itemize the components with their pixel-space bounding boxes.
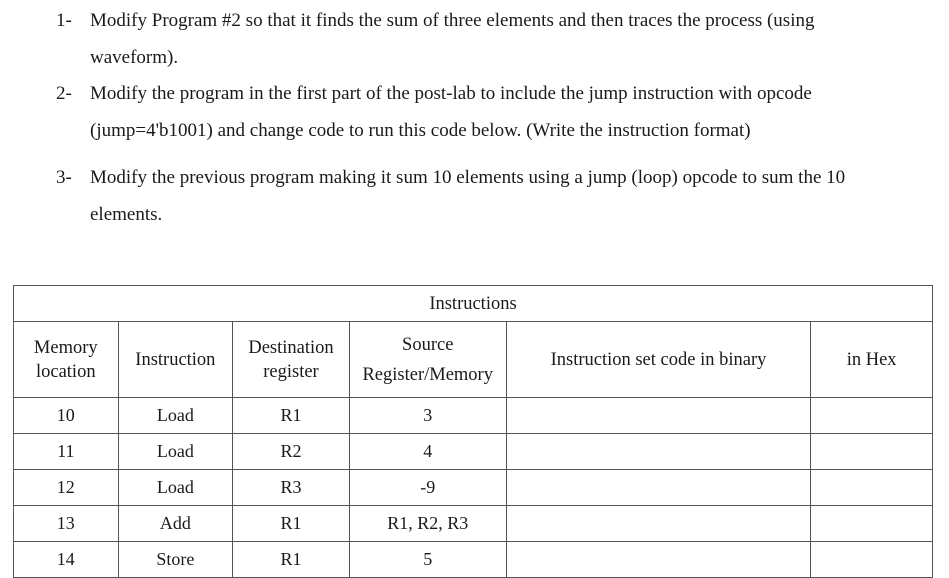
table-row bbox=[14, 398, 933, 434]
cell-hex bbox=[811, 506, 933, 542]
header-memory-line1: Memory bbox=[33, 337, 98, 358]
table-title-row bbox=[14, 286, 933, 322]
header-memory-location bbox=[14, 322, 119, 398]
table-row bbox=[14, 506, 933, 542]
header-source-line1: Source bbox=[402, 334, 454, 355]
cell-binary bbox=[506, 434, 811, 470]
cell-binary bbox=[506, 470, 811, 506]
table-title: Instructions bbox=[14, 286, 933, 322]
cell-hex bbox=[811, 398, 933, 434]
cell-binary bbox=[506, 542, 811, 578]
table-row bbox=[14, 434, 933, 470]
cell-destination: R1 bbox=[233, 542, 350, 578]
header-destination-register bbox=[233, 322, 350, 398]
cell-hex bbox=[811, 542, 933, 578]
task-text: Modify the previous program making it sum 10 elements using a jump (loop) opcode to sum the 10 elements. bbox=[90, 167, 846, 225]
task-text: Modify the program in the first part of the post-lab to include the jump instruction with opcode (jump=4'b1001) and change code to run this code below. (Write the instruction format) bbox=[90, 83, 812, 141]
cell-hex bbox=[811, 470, 933, 506]
cell-location: 10 bbox=[14, 398, 119, 434]
cell-destination: R1 bbox=[233, 398, 350, 434]
header-destination-line2: register bbox=[263, 361, 319, 382]
cell-instruction: Store bbox=[118, 542, 233, 578]
header-hex: in Hex bbox=[811, 322, 933, 398]
header-destination-line1: Destination bbox=[248, 337, 334, 358]
cell-hex bbox=[811, 434, 933, 470]
cell-source: -9 bbox=[349, 470, 506, 506]
task-number: 2- bbox=[56, 83, 72, 104]
cell-binary bbox=[506, 398, 811, 434]
task-number: 3- bbox=[56, 167, 72, 188]
cell-source: 3 bbox=[349, 398, 506, 434]
header-memory-line2: location bbox=[35, 361, 96, 382]
cell-source: 4 bbox=[349, 434, 506, 470]
cell-location: 14 bbox=[14, 542, 119, 578]
cell-source: R1, R2, R3 bbox=[349, 506, 506, 542]
cell-destination: R3 bbox=[233, 470, 350, 506]
cell-instruction: Load bbox=[118, 434, 233, 470]
header-binary-code: Instruction set code in binary bbox=[506, 322, 811, 398]
header-source bbox=[349, 322, 506, 398]
table-row bbox=[14, 542, 933, 578]
task-text: Modify Program #2 so that it finds the sum of three elements and then traces the process (using waveform). bbox=[90, 10, 815, 68]
cell-destination: R2 bbox=[233, 434, 350, 470]
cell-instruction: Load bbox=[118, 470, 233, 506]
task-number: 1- bbox=[56, 10, 72, 31]
cell-binary bbox=[506, 506, 811, 542]
table-header-row bbox=[14, 322, 933, 398]
header-instruction: Instruction bbox=[118, 322, 233, 398]
cell-location: 11 bbox=[14, 434, 119, 470]
cell-instruction: Add bbox=[118, 506, 233, 542]
cell-instruction: Load bbox=[118, 398, 233, 434]
instructions-table bbox=[13, 285, 933, 578]
header-source-line2: Register/Memory bbox=[362, 364, 493, 385]
cell-location: 13 bbox=[14, 506, 119, 542]
cell-source: 5 bbox=[349, 542, 506, 578]
table-row bbox=[14, 470, 933, 506]
cell-destination: R1 bbox=[233, 506, 350, 542]
cell-location: 12 bbox=[14, 470, 119, 506]
